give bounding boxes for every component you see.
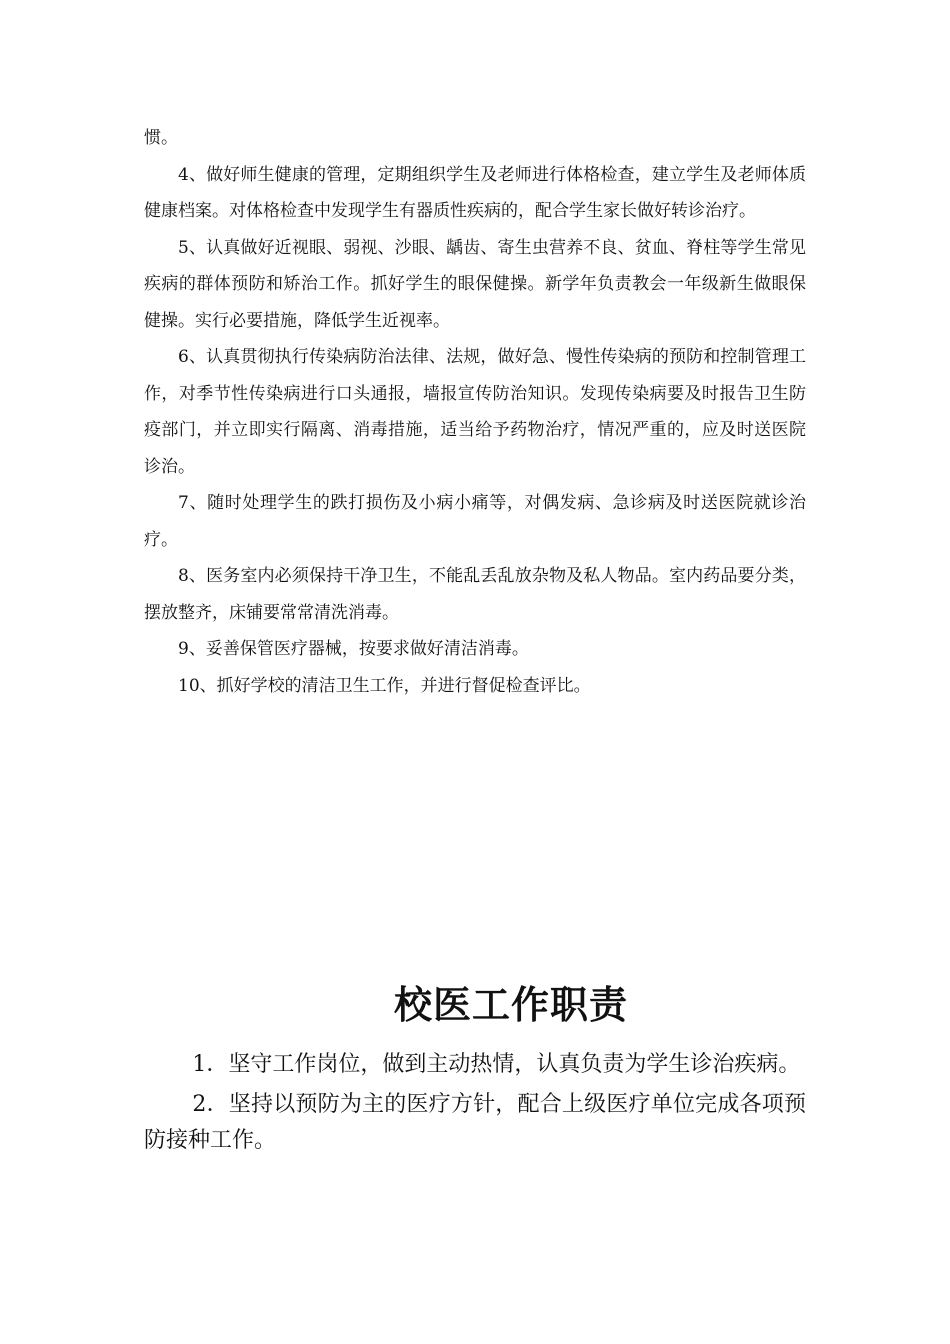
- duty-item-4: 4、做好师生健康的管理，定期组织学生及老师进行体格检查，建立学生及老师体质健康档案。对体格检查中发现学生有器质性疾病的，配合学生家长做好转诊治疗。: [144, 164, 806, 221]
- section-title: 校医工作职责: [393, 982, 628, 1027]
- duty-item-8: 8、医务室内必须保持干净卫生，不能乱丢乱放杂物及私人物品。室内药品要分类，摆放整齐，床铺要常常清洗消毒。: [144, 566, 806, 623]
- doctor-duty-1: 1．坚守工作岗位，做到主动热情，认真负责为学生诊治疾病。: [192, 1052, 801, 1077]
- doctor-duty-2: 2．坚持以预防为主的医疗方针，配合上级医疗单位完成各项预防接种工作。: [144, 1092, 806, 1153]
- duty-item-7: 7、随时处理学生的跌打损伤及小病小痛等，对偶发病、急诊病及时送医院就诊治疗。: [144, 493, 806, 550]
- duty-item-6: 6、认真贯彻执行传染病防治法律、法规，做好急、慢性传染病的预防和控制管理工作，对季节性传染病进行口头通报，墙报宣传防治知识。发现传染病要及时报告卫生防疫部门，并立即实行隔离、消毒措施，适当给予药物治疗，情况严重的，应及时送医院诊治。: [144, 347, 806, 477]
- duty-item-9: 9、妥善保管医疗器械，按要求做好清洁消毒。: [178, 639, 529, 659]
- duty-item-10: 10、抓好学校的清洁卫生工作，并进行督促检查评比。: [178, 675, 591, 696]
- school-doctor-duties: [144, 1047, 806, 1163]
- duties-list-continued: [144, 120, 806, 704]
- duty-item-5: 5、认真做好近视眼、弱视、沙眼、龋齿、寄生虫营养不良、贫血、脊柱等学生常见疾病的群体预防和矫治工作。抓好学生的眼保健操。新学年负责教会一年级新生做眼保健操。实行必要措施，降低学生近视率。: [144, 237, 806, 331]
- paragraph-continuation: 惯。: [144, 128, 178, 148]
